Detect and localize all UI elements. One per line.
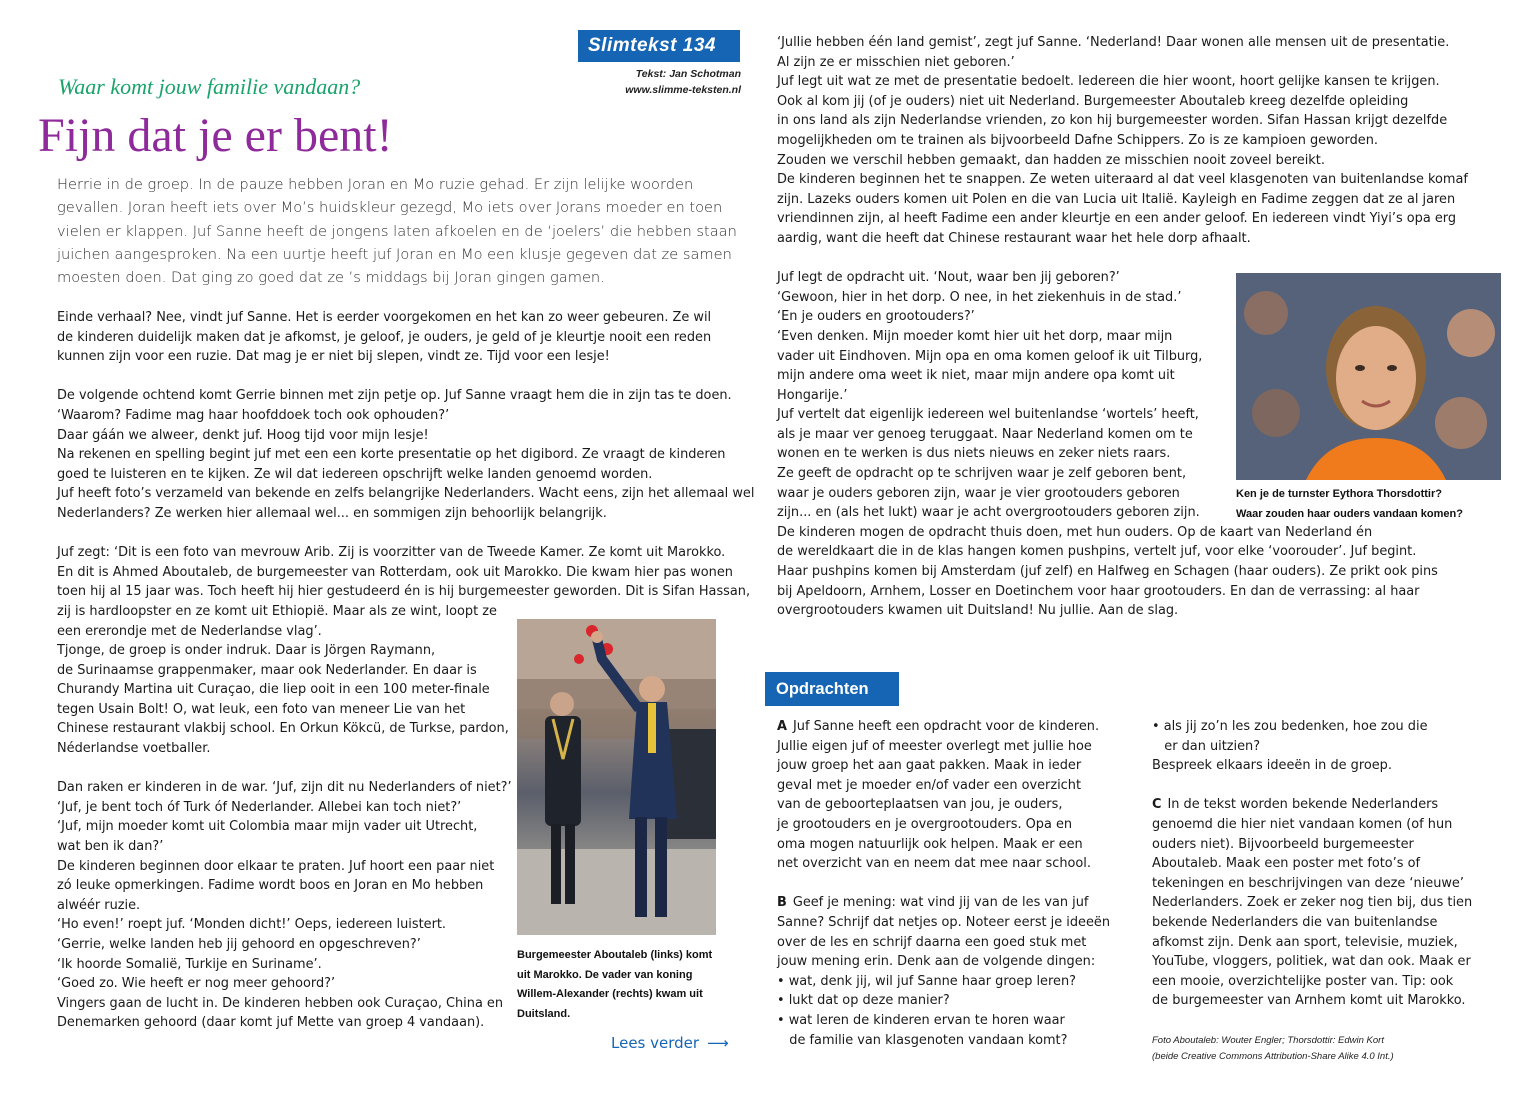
text-line: bekende Nederlanders die van buitenlandse [1152,914,1438,930]
text-line: Zouden we verschil hebben gemaakt, dan hadden ze misschien nooit zoveel bereikt. [777,152,1325,168]
text-line: er dan uitzien? [1152,738,1261,754]
text-line: jouw groep het aan gaat pakken. Maak in ieder [777,758,1082,774]
text-line: Bespreek elkaars ideeën in de groep. [1152,758,1392,774]
caption-line: Waar zouden haar ouders vandaan komen? [1236,507,1463,520]
caption-line: Willem-Alexander (rechts) kwam uit [517,988,703,1000]
text-line: zij is hardloopster en ze komt uit Ethiopië. Maar als ze wint, loopt ze [57,603,497,619]
text-line: Churandy Martina uit Curaçao, die liep ooit in een 100 meter-finale [57,682,490,698]
text-line: de Surinaamse grappenmaker, maar ook Nederlander. En daar is [57,662,477,678]
text-line: ‘Juf, je bent toch óf Turk óf Nederlander. Allebei kan toch niet?’ [57,799,462,815]
text-line: • als jij zo’n les zou bedenken, hoe zou die [1152,719,1428,734]
text-line: alwéér ruzie. [57,897,141,913]
assignment-c [1152,717,1522,1011]
intro-line: gevallen. Joran heeft iets over Mo’s huidskleur gezegd, Mo iets over Jorans moeder en toen [57,199,723,217]
text-line: ‘Ho even!’ roept juf. ‘Monden dicht!’ Oeps, iedereen luistert. [57,917,447,933]
text-line: de wereldkaart die in de klas hangen komen pushpins, vertelt juf, voor elke ‘voorouder’. Juf begint. [777,544,1417,560]
text-line: Juf Sanne heeft een opdracht voor de kinderen. [792,719,1100,734]
text-line: zijn. Lazeks ouders komen uit Polen en die van Lucia uit Italië. Kayleigh en Fadime zeggen dat ze al jaren [777,191,1456,207]
text-line: kunnen zijn voor een ruzie. Dat mag je er niet bij slepen, vindt ze. Tijd voor een lesje! [57,349,610,365]
caption-line: Burgemeester Aboutaleb (links) komt [517,949,713,961]
text-line: • wat leren de kinderen ervan te horen waar [777,1012,1065,1028]
text-line: zijn... en (als het lukt) waar je acht overgrootouders geboren zijn. [777,505,1200,521]
text-line: vader uit Eindhoven. Mijn opa en oma komen geloof ik uit Tilburg, [777,348,1203,364]
assignments-heading: Opdrachten [765,672,899,706]
text-line: Nederlanders? Ze werken hier allemaal wel... en sommigen zijn behoorlijk belangrijk. [57,505,607,521]
text-line: Denemarken gehoord (daar komt juf Mette van groep 4 vandaan). [57,1015,485,1031]
text-line: mogelijkheden om te trainen als bijvoorbeeld Dafne Schippers. Zo is ze kampioen geworden. [777,132,1378,148]
photo-credits [1152,1033,1522,1064]
text-line: mijn andere oma weet ik niet, maar mijn andere opa komt uit [777,368,1175,384]
text-line: vriendinnen zijn, al heeft Fadime een ander kleurtje en een ander geloof. En iedereen vindt Yiyi’s opa erg [777,211,1457,227]
text-line: ‘Juf, mijn moeder komt uit Colombia maar mijn vader uit Utrecht, [57,819,478,835]
credit-line: Foto Aboutaleb: Wouter Engler; Thorsdottir: Edwin Kort [1152,1035,1384,1046]
text-line: ‘Jullie hebben één land gemist’, zegt juf Sanne. ‘Nederland! Daar wonen alle mensen uit de presentatie. [777,35,1450,50]
text-line: Dan raken er kinderen in de war. ‘Juf, zijn dit nu Nederlanders of niet?’ [57,780,512,796]
text-line: ‘Gerrie, welke landen heb jij gehoord en opgeschreven?’ [57,937,421,952]
caption-line: uit Marokko. De vader van koning [517,968,693,981]
arrow-right-icon: ⟶ [707,1034,729,1052]
text-line: in ons land als zijn Nederlandse vrienden, zo kon hij burgemeester worden. Sifan Hassan krijgt dezelfde [777,113,1448,129]
text-line: aardig, want die heeft dat Chinese restaurant waar het hele dorp afhaalt. [777,230,1251,246]
text-line: De kinderen beginnen door elkaar te praten. Juf hoort een paar niet [57,858,495,874]
assignment-c-first-line [1152,795,1522,815]
text-line: ‘En je ouders en grootouders?’ [777,309,975,325]
text-line: • wat, denk jij, wil juf Sanne haar groep leren? [777,973,1076,989]
photo-eythora-thorsdottir [1236,273,1501,480]
text-line: Chinese restaurant vlakbij school. En Orkun Kökcü, de Turkse, pardon, [57,721,509,737]
text-line: tekeningen en beschrijvingen van deze ‘nieuwe’ [1152,875,1464,891]
text-line: ‘Goed zo. Wie heeft er nog meer gehoord?’ [57,976,336,992]
text-line: De kinderen mogen de opdracht thuis doen, met hun ouders. Op de kaart van Nederland én [777,524,1373,540]
text-line: Haar pushpins komen bij Amsterdam (juf zelf) en Halfweg en Schagen (haar ouders). Ze prikt ook pins [777,564,1438,580]
text-line: ouders niet). Bijvoorbeeld burgemeester [1152,836,1414,852]
assignment-c-letter: C [1152,797,1162,813]
intro-line: moesten doen. Dat ging zo goed dat ze ’s middags bij Joran gingen gamen. [57,269,605,287]
text-line: wonen en te werken is dus niets nieuws en zeker niets raars. [777,446,1171,462]
text-line: Sanne? Schrijf dat netjes op. Noteer eerst je ideeën [777,914,1111,930]
text-line: geval met je moeder en/of vader een overzicht [777,777,1081,793]
assignment-b-first-line [777,893,1142,913]
text-line: • lukt dat op deze manier? [777,993,950,1009]
assignment-a-letter: A [777,719,787,734]
read-more-link[interactable] [611,1034,729,1052]
text-line: oma mogen natuurlijk ook helpen. Maak er een [777,836,1083,852]
text-line: YouTube, vloggers, politiek, wat dan ook. Maak er [1152,954,1471,970]
text-line: toen hij al 15 jaar was. Toch heeft hij hier gestudeerd én is hij burgemeester geworden. Dit is Sifan Hassan, [57,584,751,600]
caption-line: Duitsland. [517,1007,571,1020]
text-line: goed te luisteren en te kijken. Ze wil dat iedereen opschrijft welke landen genoemd worden. [57,466,653,482]
series-badge: Slimtekst 134 [578,30,740,62]
text-line: Ook al kom jij (of je ouders) niet uit Nederland. Burgemeester Aboutaleb kreeg dezelfde opleiding [777,93,1409,109]
text-line: net overzicht van en neem dat mee naar school. [777,856,1091,872]
text-line: de burgemeester van Arnhem komt uit Marokko. [1152,993,1466,1009]
text-line: Juf heeft foto’s verzameld van bekende en zelfs belangrijke Nederlanders. Wacht eens, zijn het allemaal wel [57,486,755,502]
text-line: De volgende ochtend komt Gerrie binnen met zijn petje op. Juf Sanne vraagt hem die in zijn tas te doen. [57,388,732,404]
text-line: een mooie, overzichtelijke poster van. Tip: ook [1152,973,1454,989]
text-line: ‘Ik hoorde Somalië, Turkije en Suriname’. [57,956,322,972]
text-line: Aboutaleb. Maak een poster met foto’s of [1152,856,1421,872]
text-line: tegen Usain Bolt! O, wat leuk, een foto van meneer Lie van het [57,701,466,717]
photo-illustration [1236,273,1501,480]
text-line: Daar gáán we alweer, denkt juf. Hoog tijd voor mijn lesje! [57,427,429,443]
text-line: ‘Even denken. Mijn moeder komt hier uit het dorp, maar mijn [777,328,1173,344]
text-line: Ze geeft de opdracht op te schrijven waar je zelf geboren bent, [777,466,1187,482]
website-line: www.slimme-teksten.nl [625,84,741,96]
intro-line: Herrie in de groep. In de pauze hebben Joran en Mo ruzie gehad. Er zijn lelijke woorden [57,176,694,193]
article-subtitle: Waar komt jouw familie vandaan? [58,74,361,99]
caption-line: Ken je de turnster Eythora Thorsdottir? [1236,488,1442,500]
text-line: de familie van klasgenoten vandaan komt? [777,1032,1068,1048]
read-more-label[interactable]: Lees verder [611,1034,700,1052]
text-line: Juf zegt: ‘Dit is een foto van mevrouw Arib. Zij is voorzitter van de Tweede Kamer. Ze komt uit Marokko. [57,545,726,561]
text-line: Juf legt uit wat ze met de presentatie bedoelt. Iedereen die hier woont, hoort gelijke kansen te krijgen. [777,74,1440,90]
text-line: De kinderen beginnen het te snappen. Ze weten uiteraard al dat veel klasgenoten van buitenlandse komaf [777,172,1468,188]
text-line: als je maar ver genoeg teruggaat. Naar Nederland komen om te [777,426,1193,442]
text-line: ‘Gewoon, hier in het dorp. O nee, in het ziekenhuis in de stad.’ [777,289,1182,305]
text-line: Nederlanders. Zoek er zeker nog tien bij, dus tien [1152,895,1473,911]
text-line: Al zijn ze er misschien niet geboren.’ [777,54,1015,70]
text-line: zó leuke opmerkingen. Fadime wordt boos en Joran en Mo hebben [57,878,484,894]
intro-paragraph [57,173,737,289]
assignment-a-b [777,717,1142,1050]
text-line: afkomst zijn. Denk aan sport, televisie, muziek, [1152,934,1458,950]
author-line: Tekst: Jan Schotman [635,68,741,80]
author-credit [560,66,741,98]
text-line: Tjonge, de groep is onder indruk. Daar is Jörgen Raymann, [57,643,436,659]
assignment-b-letter: B [777,895,787,911]
text-line: overgrootouders kwamen uit Duitsland! Nu jullie. Aan de slag. [777,603,1179,619]
text-line: Geef je mening: wat vind jij van de les van juf [792,895,1089,911]
text-line: bij Apeldoorn, Arnhem, Losser en Doetinchem voor haar grootouders. En dan de verrassing: al haar [777,583,1420,599]
assignment-a-first-line [777,717,1142,737]
photo-aboutaleb-and-king [517,619,716,935]
text-line: En dit is Ahmed Aboutaleb, de burgemeester van Rotterdam, ook uit Marokko. Die kwam hier pas wonen [57,564,733,580]
photo-illustration [517,619,716,935]
text-line: wat ben ik dan?’ [57,839,164,855]
text-line: In de tekst worden bekende Nederlanders [1167,797,1439,813]
text-line: Néderlandse voetballer. [57,741,211,757]
text-line: waar je ouders geboren zijn, waar je vier grootouders geboren [777,485,1180,501]
text-line: Hongarije.’ [777,387,848,403]
text-line: Na rekenen en spelling begint juf met een een korte presentatie op het digibord. Ze vraagt de kinderen [57,447,726,463]
article-title: Fijn dat je er bent! [38,109,393,162]
text-line: Juf legt de opdracht uit. ‘Nout, waar ben jij geboren?’ [777,270,1120,286]
text-line: een ererondje met de Nederlandse vlag’. [57,623,322,639]
credit-line: (beide Creative Commons Attribution-Share Alike 4.0 Int.) [1152,1050,1394,1062]
text-line: Einde verhaal? Nee, vindt juf Sanne. Het is eerder voorgekomen en het kan zo weer gebeuren. Ze wil [57,310,712,325]
text-line: genoemd die hier niet vandaan komen (of hun [1152,816,1453,832]
text-line: van de geboorteplaatsen van jou, je ouders, [777,797,1063,813]
text-line: Juf vertelt dat eigenlijk iedereen wel buitenlandse ‘wortels’ heeft, [777,407,1199,423]
text-line: jouw mening erin. Denk aan de volgende dingen: [777,954,1096,970]
intro-line: vielen er klappen. Juf Sanne heeft de jongens laten afkoelen en de ‘joelers’ die hebben staan [57,222,737,240]
text-line: over de les en schrijf daarna een goed stuk met [777,934,1087,950]
text-line: de kinderen duidelijk maken dat je afkomst, je geloof, je ouders, je geld of je kleurtje nooit een reden [57,329,712,345]
intro-line: juichen aangesproken. Na een uurtje heeft juf Joran en Mo een klusje gegeven dat ze samen [57,245,732,263]
text-line: je grootouders en je overgrootouders. Opa en [777,816,1073,832]
text-line: ‘Waarom? Fadime mag haar hoofddoek toch ook ophouden?’ [57,407,450,423]
text-line: Jullie eigen juf of meester overlegt met jullie hoe [777,738,1092,754]
text-line: Vingers gaan de lucht in. De kinderen hebben ook Curaçao, China en [57,995,504,1011]
photo1-caption [517,946,737,1024]
photo2-caption [1236,485,1516,524]
